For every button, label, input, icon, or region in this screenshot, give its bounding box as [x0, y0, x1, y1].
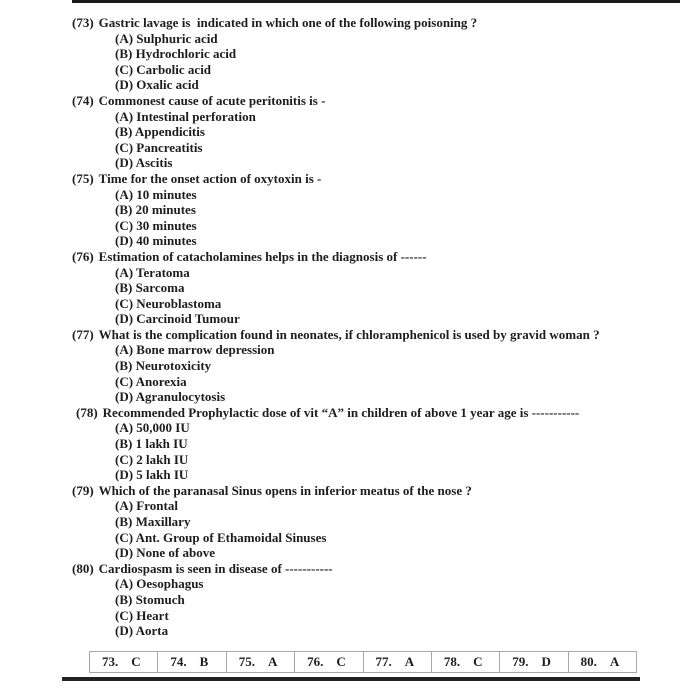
question-option: (B) Appendicitis — [115, 124, 205, 140]
question-option: (B) Stomuch — [115, 591, 185, 607]
question-option: (D) 40 minutes — [115, 233, 197, 249]
question-option: (B) 20 minutes — [115, 202, 196, 218]
question-option: (C) Heart — [115, 607, 169, 623]
question-number: (80) — [72, 560, 94, 576]
answer-key-cell — [569, 652, 636, 672]
question-option: (D) Aorta — [115, 623, 169, 639]
question-option: (B) Sarcoma — [115, 280, 185, 296]
question-block — [72, 15, 674, 93]
question-text: What is the complication found in neonates, if chloramphenicol is used by gravid woman ? — [98, 326, 600, 342]
question-text-line — [72, 483, 674, 499]
question-number: (77) — [72, 326, 94, 342]
question-option: (D) 5 lakh IU — [115, 467, 189, 483]
answer-letter: A — [609, 654, 620, 669]
question-number: (76) — [72, 248, 94, 264]
question-option: (C) Anorexia — [115, 373, 187, 389]
question-text-line — [72, 171, 674, 187]
question-option: (C) 30 minutes — [115, 217, 197, 233]
answer-letter: A — [404, 654, 415, 669]
question-text-line — [72, 249, 674, 265]
question-option: (B) Hydrochloric acid — [115, 46, 237, 62]
question-block — [72, 561, 674, 639]
bottom-rule — [62, 677, 640, 681]
question-option: (A) Sulphuric acid — [115, 30, 218, 46]
answer-key-cell — [295, 652, 363, 672]
question-text: Time for the onset action of oxytoxin is - — [98, 170, 322, 186]
top-rule — [72, 0, 680, 3]
question-option: (B) Maxillary — [115, 514, 191, 529]
question-text-line — [72, 93, 674, 109]
question-text: Recommended Prophylactic dose of vit “A” in children of above 1 year age is ----------- — [102, 404, 580, 420]
answer-question-number: 73. — [102, 654, 119, 669]
question-option: (C) Carbolic acid — [115, 61, 212, 77]
question-option: (B) 1 lakh IU — [115, 436, 188, 452]
answer-question-number: 79. — [512, 654, 529, 669]
answer-question-number: 78. — [443, 654, 461, 669]
question-option: (D) None of above — [115, 545, 216, 561]
question-text: Estimation of catacholamines helps in the diagnosis of ------ — [98, 248, 427, 264]
answer-key-cell — [158, 652, 226, 672]
question-option: (A) Teratoma — [115, 264, 190, 280]
question-block — [72, 93, 674, 171]
answer-question-number: 75. — [238, 654, 255, 669]
question-option: (B) Neurotoxicity — [115, 358, 212, 374]
question-number: (79) — [72, 482, 94, 498]
question-option: (C) Ant. Group of Ethamoidal Sinuses — [115, 529, 327, 545]
question-option: (A) Frontal — [115, 498, 178, 514]
question-option: (C) Neuroblastoma — [115, 295, 222, 311]
answer-key-cell — [227, 652, 295, 672]
question-block — [72, 249, 674, 327]
question-number: (74) — [72, 92, 94, 108]
question-block — [72, 483, 674, 561]
answer-key-cell — [90, 652, 158, 672]
answer-question-number: 76. — [307, 654, 324, 669]
question-number: (73) — [72, 15, 94, 30]
answer-letter: C — [336, 654, 346, 669]
question-list — [72, 15, 674, 639]
answer-letter: A — [268, 654, 278, 669]
answer-key-cell — [500, 652, 568, 672]
answer-key-table — [89, 651, 637, 673]
answer-letter: C — [131, 654, 141, 669]
question-option: (D) Carcinoid Tumour — [115, 311, 240, 327]
question-text-line — [72, 15, 674, 31]
question-text-line — [72, 327, 674, 343]
question-text: Commonest cause of acute peritonitis is - — [98, 92, 326, 108]
question-option: (D) Oxalic acid — [115, 77, 199, 93]
question-option: (A) Intestinal perforation — [115, 108, 256, 124]
answer-question-number: 80. — [580, 654, 597, 669]
question-block — [72, 171, 674, 249]
question-option: (A) Oesophagus — [115, 576, 204, 592]
question-block — [72, 327, 674, 405]
answer-question-number: 74. — [170, 654, 187, 669]
question-option: (A) 50,000 IU — [115, 420, 190, 436]
answer-key-cell — [364, 652, 432, 672]
question-option: (A) Bone marrow depression — [115, 342, 275, 358]
answer-letter: B — [199, 654, 209, 669]
question-number: (78) — [76, 404, 98, 420]
answer-letter: C — [473, 654, 483, 669]
answer-question-number: 77. — [375, 654, 392, 669]
question-option: (D) Ascitis — [115, 155, 173, 171]
question-option: (D) Agranulocytosis — [115, 389, 226, 405]
answer-letter: D — [541, 654, 551, 669]
question-text-line — [72, 405, 674, 421]
question-block — [72, 405, 674, 483]
question-text: Which of the paranasal Sinus opens in inferior meatus of the nose ? — [98, 482, 472, 498]
answer-key-cell — [432, 652, 500, 672]
question-option: (C) Pancreatitis — [115, 139, 203, 155]
question-text: Gastric lavage is indicated in which one of the following poisoning ? — [98, 15, 478, 30]
question-option: (A) 10 minutes — [115, 186, 197, 202]
question-option: (C) 2 lakh IU — [115, 451, 189, 467]
question-number: (75) — [72, 170, 94, 186]
question-text-line — [72, 561, 674, 577]
question-text: Cardiospasm is seen in disease of ----------- — [98, 560, 333, 576]
